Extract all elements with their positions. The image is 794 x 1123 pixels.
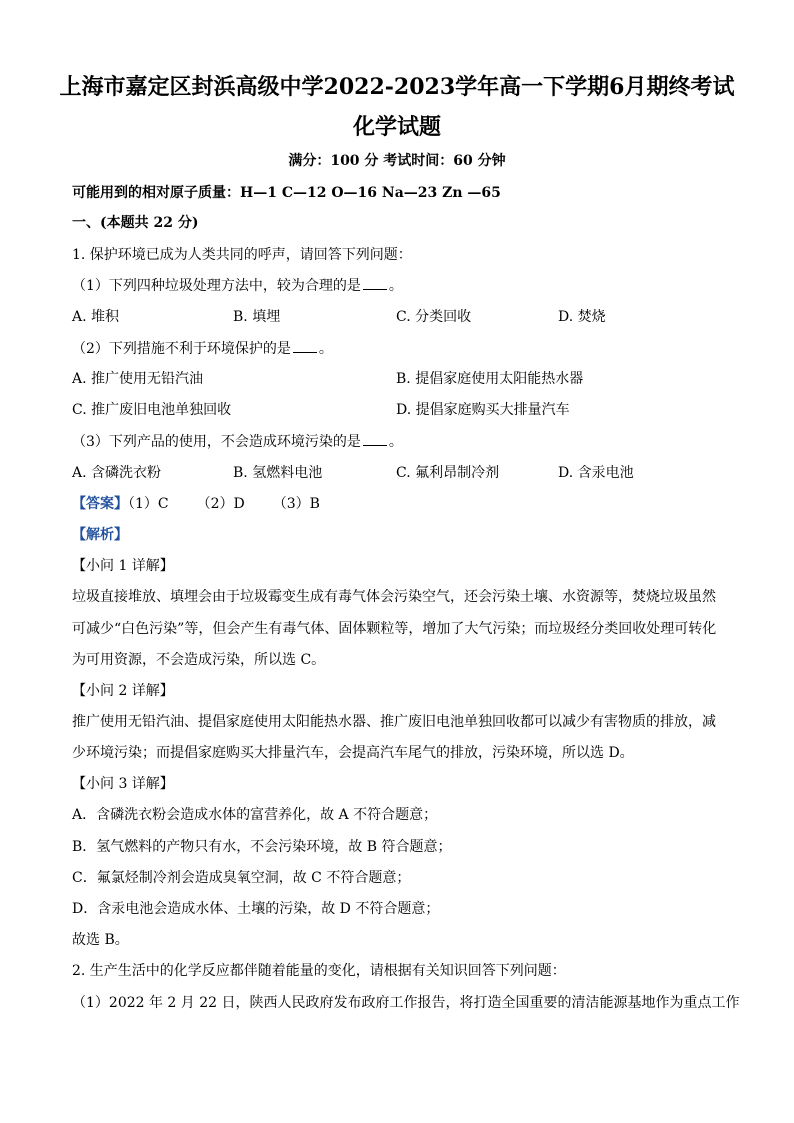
q1-sub2-text: （2）下列措施不利于环境保护的是 (72, 341, 291, 357)
q1-sub1-text: （1）下列四种垃圾处理方法中，较为合理的是 (72, 278, 361, 294)
detail1-line-2: 可减少“白色污染”等，但会产生有毒气体、固体颗粒等，增加了大气污染；而垃圾经分类回收处理可转化 (72, 621, 717, 637)
detail3-line-2: B．氢气燃料的产物只有水，不会污染环境，故 B 符合题意； (72, 839, 452, 855)
q1-sub1-option-b: B. 填埋 (233, 309, 281, 325)
q2-stem: 2. 生产生活中的化学反应都伴随着能量的变化，请根据有关知识回答下列问题： (72, 963, 566, 979)
q1-sub2-option-c: C. 推广废旧电池单独回收 (72, 402, 232, 418)
answer-line (72, 495, 320, 513)
atomic-masses: 可能用到的相对原子质量：H—1 C—12 O—16 Na—23 Zn —65 (72, 185, 501, 201)
q1-sub2-prompt (72, 340, 333, 358)
q1-sub2-option-b: B. 提倡家庭使用太阳能热水器 (396, 371, 584, 387)
detail3-line-3: C．氟氯烃制冷剂会造成臭氧空洞，故 C 不符合题意； (72, 870, 411, 886)
detail1-line-1: 垃圾直接堆放、填埋会由于垃圾霉变生成有毒气体会污染空气，还会污染土壤、水资源等，焚烧垃圾虽然 (72, 589, 716, 605)
answer-blank (363, 433, 387, 446)
detail2-tag: 【小问 2 详解】 (72, 683, 174, 699)
q1-sub2-suffix: 。 (318, 341, 333, 357)
q1-sub3-option-a: A. 含磷洗衣粉 (72, 465, 162, 481)
detail3-line-5: 故选 B。 (72, 932, 129, 948)
q1-sub2-option-d: D. 提倡家庭购买大排量汽车 (396, 402, 570, 418)
q2-sub1: （1）2022 年 2 月 22 日，陕西人民政府发布政府工作报告，将打造全国重要的清洁能源基地作为重点工作 (72, 995, 740, 1011)
q1-sub3-suffix: 。 (388, 434, 403, 450)
q1-sub1-prompt (72, 277, 403, 295)
document-title: 上海市嘉定区封浜高级中学2022-2023学年高一下学期6月期终考试 (59, 74, 735, 100)
q1-sub3-option-d: D. 含汞电池 (558, 465, 634, 481)
answer-3: （3）B (272, 496, 320, 512)
answer-2: （2）D (196, 496, 245, 512)
q1-sub1-option-c: C. 分类回收 (396, 309, 472, 325)
detail3-tag: 【小问 3 详解】 (72, 776, 174, 792)
detail1-line-3: 为可用资源，不会造成污染，所以选 C。 (72, 652, 326, 668)
q1-sub3-option-c: C. 氟利昂制冷剂 (396, 465, 500, 481)
detail3-line-4: D．含汞电池会造成水体、土壤的污染，故 D 不符合题意； (72, 901, 440, 917)
q1-stem: 1. 保护环境已成为人类共同的呼声，请回答下列问题： (72, 247, 412, 263)
answer-tag: 【答案】 (72, 496, 128, 512)
detail2-line-1: 推广使用无铅汽油、提倡家庭使用太阳能热水器、推广废旧电池单独回收都可以减少有害物质的排放，减 (72, 714, 716, 730)
q1-sub3-prompt (72, 433, 403, 451)
q1-sub2-option-a: A. 推广使用无铅汽油 (72, 371, 204, 387)
q1-sub3-option-b: B. 氢燃料电池 (233, 465, 323, 481)
q1-sub1-option-a: A. 堆积 (72, 309, 120, 325)
q1-sub3-text: （3）下列产品的使用，不会造成环境污染的是 (72, 434, 361, 450)
q1-sub1-suffix: 。 (388, 278, 403, 294)
answer-blank (293, 340, 317, 353)
detail3-line-1: A．含磷洗衣粉会造成水体的富营养化，故 A 不符合题意； (72, 807, 438, 823)
answer-1: （1）C (128, 496, 169, 512)
analysis-tag: 【解析】 (72, 527, 128, 543)
detail1-tag: 【小问 1 详解】 (72, 558, 174, 574)
exam-meta: 满分：100 分 考试时间：60 分钟 (288, 153, 506, 169)
q1-sub1-option-d: D. 焚烧 (558, 309, 606, 325)
answer-blank (363, 277, 387, 290)
detail2-line-2: 少环境污染；而提倡家庭购买大排量汽车，会提高汽车尾气的排放，污染环境，所以选 D。 (72, 745, 634, 761)
section-heading: 一、(本题共 22 分) (72, 215, 199, 231)
document-subtitle: 化学试题 (352, 114, 441, 140)
